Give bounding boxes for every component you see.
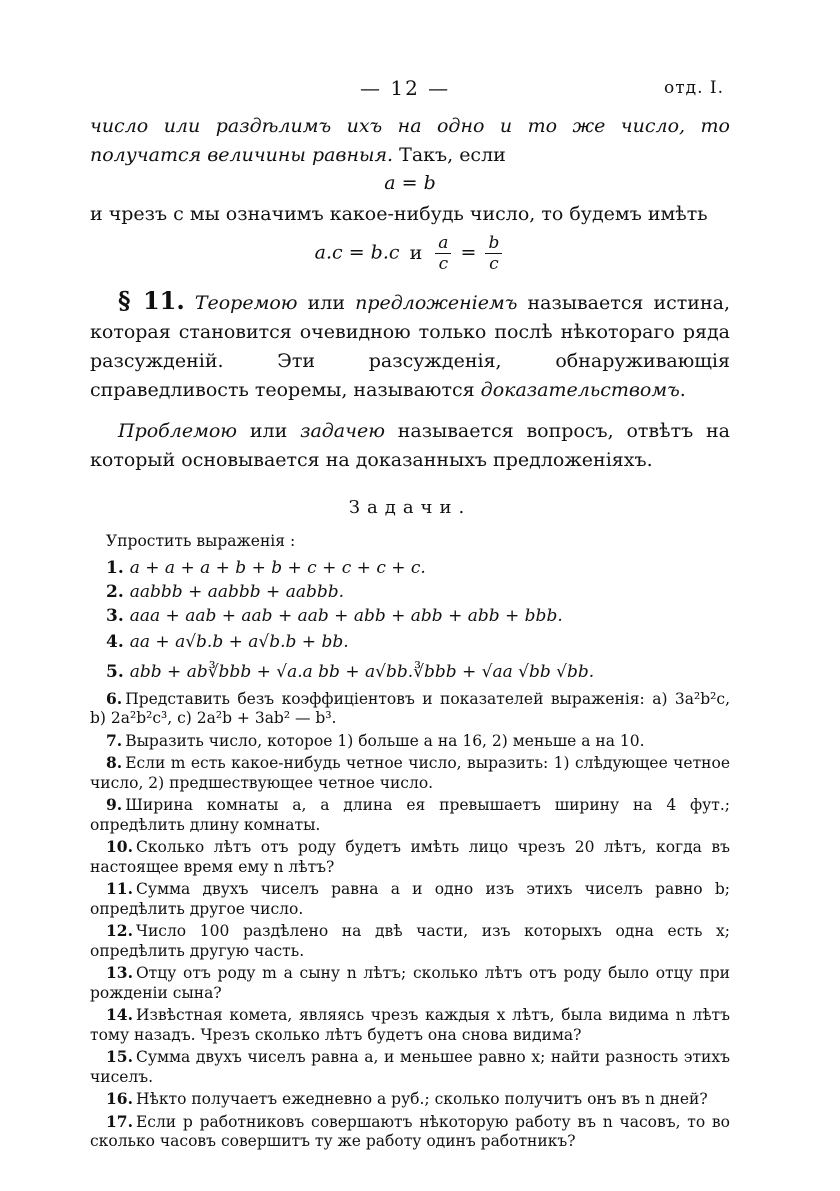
- task-item: [90, 1047, 730, 1087]
- task-item: [90, 963, 730, 1003]
- task-text: Сумма двухъ чиселъ равна a, и меньшее равно x; найти разность этихъ чиселъ.: [90, 1048, 730, 1086]
- frac2-den: c: [489, 254, 499, 274]
- page-number: — 12 —: [360, 76, 451, 100]
- formula-products-left: a.c = b.c: [314, 241, 400, 264]
- task-number: 8.: [106, 753, 123, 772]
- expression-number: 2.: [106, 581, 124, 602]
- expression-item: [106, 656, 730, 688]
- expression-item: [106, 628, 730, 656]
- expression-text: a + a + a + b + b + c + c + c + c.: [129, 557, 426, 578]
- expression-item: [106, 556, 730, 580]
- task-number: 12.: [106, 921, 133, 940]
- page-header: [0, 76, 840, 102]
- task-number: 17.: [106, 1111, 133, 1131]
- tasks-list: [90, 689, 730, 1152]
- s11-text1: или: [297, 292, 356, 314]
- term-task: задачею: [300, 420, 385, 442]
- paragraph-c: и чрезъ c мы означимъ какое-нибудь число, то будемъ имѣть: [90, 203, 708, 225]
- problem-text2: называется вопросъ, отвѣтъ на который основывается на доказанныхъ предложеніяхъ.: [90, 420, 730, 471]
- task-number: 13.: [106, 963, 133, 982]
- expression-item: [106, 604, 730, 628]
- expression-number: 3.: [106, 605, 124, 626]
- task-item: [90, 1089, 730, 1110]
- task-item: [90, 1112, 730, 1152]
- page-body: [90, 112, 730, 1154]
- frac1-num: a: [435, 233, 451, 254]
- formula-conj: и: [409, 241, 423, 264]
- task-number: 6.: [106, 688, 123, 708]
- frac1-den: c: [438, 254, 449, 274]
- task-item: [90, 753, 730, 793]
- task-text: Сумма двухъ чиселъ равна a и одно изъ этихъ чиселъ равно b; опредѣлить другое число.: [90, 880, 730, 918]
- expression-text: abb + ab∛bbb + √a.a bb + a√bb.∛bbb + √aa √bb √bb.: [129, 661, 595, 682]
- simplify-label: Упростить выраженія :: [106, 532, 296, 550]
- task-text: Сколько лѣтъ отъ роду будетъ имѣть лицо чрезъ 20 лѣтъ, когда въ настоящее время ему n лѣтъ?: [90, 838, 730, 876]
- expression-text: aaa + aab + aab + aab + abb + abb + abb + bbb.: [129, 605, 563, 626]
- task-text: Нѣкто получаетъ ежедневно a руб.; сколько получитъ онъ въ n дней?: [135, 1090, 708, 1108]
- task-text: Ширина комнаты a, а длина ея превышаетъ ширину на 4 фут.; опредѣлить длину комнаты.: [90, 796, 730, 834]
- fraction-a-over-c: [435, 233, 451, 274]
- task-number: 7.: [106, 730, 123, 750]
- term-proposition: предложеніемъ: [355, 292, 518, 314]
- expression-number: 1.: [106, 557, 124, 578]
- term-theorem: Теоремою: [194, 292, 298, 314]
- frac2-num: b: [485, 233, 502, 254]
- fraction-b-over-c: [485, 233, 502, 274]
- intro-italic: число или раздѣлимъ ихъ на одно и то же число, то получатся величины равныя.: [90, 115, 730, 166]
- task-text: Отцу отъ роду m а сыну n лѣтъ; сколько лѣтъ отъ роду было отцу при рожденіи сына?: [90, 964, 730, 1002]
- s11-text3: .: [679, 379, 686, 401]
- tasks-heading: Задачи.: [348, 497, 472, 518]
- task-text: Извѣстная комета, являясь чрезъ каждыя x лѣтъ, была видима n лѣтъ тому назадъ. Чрезъ сколько лѣтъ будетъ она снова видима?: [90, 1006, 730, 1044]
- expression-item: [106, 580, 730, 604]
- term-problem: Проблемою: [118, 420, 238, 442]
- task-item: [90, 731, 730, 752]
- task-item: [90, 837, 730, 877]
- paragraph-intro: [90, 112, 730, 170]
- task-item: [90, 1005, 730, 1045]
- formula-equals: =: [460, 241, 477, 264]
- task-number: 11.: [106, 879, 133, 898]
- problem-text1: или: [237, 420, 301, 442]
- task-number: 15.: [106, 1047, 133, 1066]
- expression-text: aabbb + aabbb + aabbb.: [129, 581, 345, 602]
- task-item: [90, 689, 730, 729]
- section-label: отд. I.: [664, 78, 725, 98]
- problem-paragraph: [90, 417, 730, 475]
- task-number: 14.: [106, 1005, 133, 1024]
- task-item: [90, 921, 730, 961]
- term-proof: доказательствомъ: [480, 379, 680, 401]
- task-number: 16.: [106, 1089, 133, 1108]
- task-item: [90, 879, 730, 919]
- task-text: Число 100 раздѣлено на двѣ части, изъ которыхъ одна есть x; опредѣлить другую часть.: [90, 922, 730, 960]
- task-number: 10.: [106, 837, 133, 856]
- expression-number: 4.: [106, 631, 124, 652]
- section-11-paragraph: [90, 286, 730, 405]
- formula-products: [90, 233, 730, 274]
- task-text: Если m есть какое-нибудь четное число, выразить: 1) слѣдующее четное число, 2) предшествующее четное число.: [90, 754, 730, 792]
- intro-normal: Такъ, если: [393, 144, 506, 166]
- expressions-list: [90, 556, 730, 688]
- task-text: Представить безъ коэффиціентовъ и показателей выраженія: a) 3a²b²c, b) 2a²b²c³, c) 2a²b + 3ab² — b³.: [90, 689, 730, 727]
- expression-text: aa + a√b.b + a√b.b + bb.: [129, 631, 349, 652]
- task-number: 9.: [106, 795, 123, 814]
- task-text: Если p работниковъ совершаютъ нѣкоторую работу въ n часовъ, то во сколько часовъ совершитъ ту же работу одинъ работникъ?: [90, 1112, 730, 1150]
- task-text: Выразить число, которое 1) больше a на 16, 2) меньше a на 10.: [125, 731, 645, 750]
- section-11-mark: § 11.: [118, 286, 185, 315]
- s11-text2: называется истина, которая становится очевидною только послѣ нѣкотораго ряда разсужденій. Эти разсужденія, обнаруживающія справедливость теоремы, называются: [90, 292, 730, 401]
- expression-number: 5.: [106, 661, 124, 682]
- task-item: [90, 795, 730, 835]
- formula-a-equals-b: a = b: [384, 172, 436, 194]
